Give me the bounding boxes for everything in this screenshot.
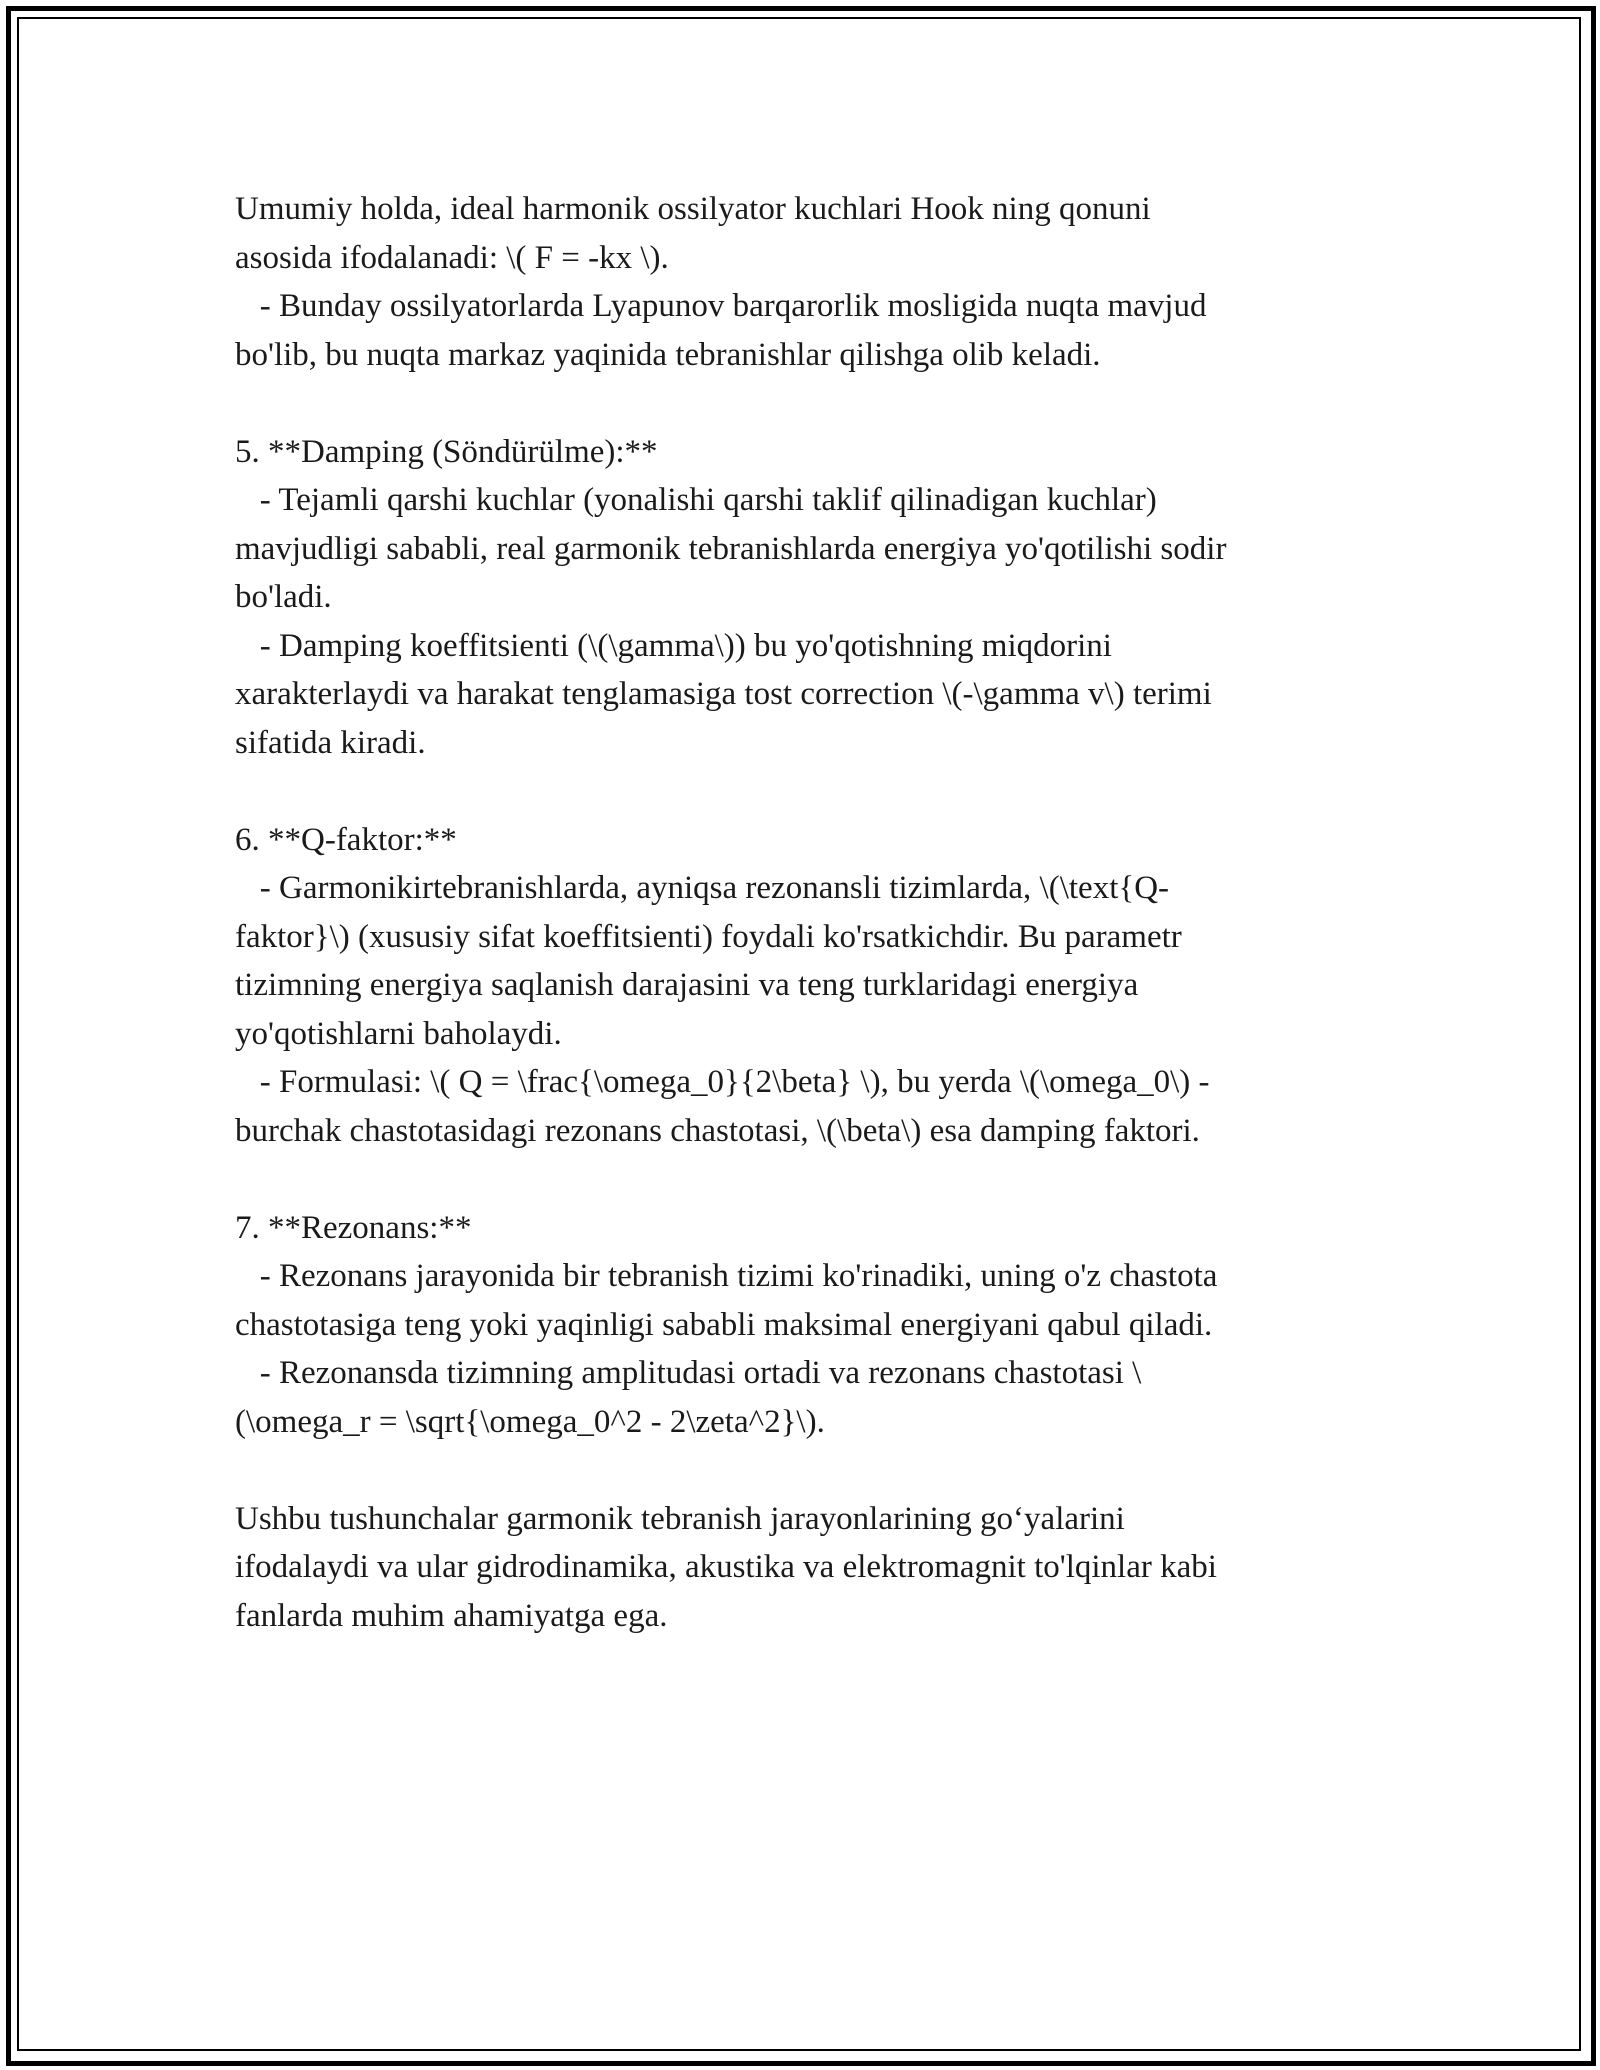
section-resonance — [235, 1204, 1365, 1447]
conclusion-paragraph — [235, 1495, 1365, 1641]
text-line: xarakterlaydi va harakat tenglamasiga tost correction \(-\gamma v\) terimi — [235, 676, 1212, 712]
text-line: burchak chastotasidagi rezonans chastotasi, \(\beta\) esa damping faktori. — [235, 1112, 1200, 1149]
text-line: mavjudligi sababli, real garmonik tebranishlarda energiya yo'qotilishi sodir — [235, 530, 1227, 567]
text-line: - Formulasi: \( Q = \frac{\omega_0}{2\beta} \), bu yerda \(\omega_0\) - — [235, 1064, 1210, 1100]
text-line: bo'lib, bu nuqta markaz yaqinida tebranishlar qilishga olib keladi. — [235, 336, 1101, 373]
text-line: - Tejamli qarshi kuchlar (yonalishi qarshi taklif qilinadigan kuchlar) — [235, 482, 1157, 518]
section-heading: 7. **Rezonans:** — [235, 1209, 472, 1246]
document-body — [235, 185, 1365, 1640]
text-line: asosida ifodalanadi: \( F = -kx \). — [235, 239, 669, 276]
paragraph-gap — [235, 1446, 1365, 1495]
text-line: - Rezonansda tizimning amplitudasi ortadi va rezonans chastotasi \ — [235, 1355, 1142, 1391]
text-line: - Damping koeffitsienti (\(\gamma\)) bu yo'qotishning miqdorini — [235, 627, 1112, 664]
text-line: yo'qotishlarni baholaydi. — [235, 1015, 562, 1052]
text-line: Ushbu tushunchalar garmonik tebranish jarayonlarining go‘yalarini — [235, 1500, 1125, 1537]
section-damping — [235, 428, 1365, 768]
text-line: sifatida kiradi. — [235, 724, 426, 761]
paragraph-gap — [235, 767, 1365, 816]
text-line: bo'ladi. — [235, 579, 332, 615]
section-heading: 5. **Damping (Söndürülme):** — [235, 433, 658, 470]
text-line: fanlarda muhim ahamiyatga ega. — [235, 1597, 668, 1634]
text-line: ifodalaydi va ular gidrodinamika, akustika va elektromagnit to'lqinlar kabi — [235, 1549, 1217, 1585]
text-line: - Bunday ossilyatorlarda Lyapunov barqarorlik mosligida nuqta mavjud — [235, 288, 1207, 324]
text-line: - Rezonans jarayonida bir tebranish tizimi ko'rinadiki, uning o'z chastota — [235, 1258, 1218, 1294]
intro-paragraph — [235, 185, 1365, 379]
text-line: tizimning energiya saqlanish darajasini va teng turklaridagi energiya — [235, 967, 1139, 1003]
text-line: faktor}\) (xususiy sifat koeffitsienti) foydali ko'rsatkichdir. Bu parametr — [235, 918, 1182, 955]
paragraph-gap — [235, 1155, 1365, 1204]
text-line: Umumiy holda, ideal harmonik ossilyator kuchlari Hook ning qonuni — [235, 191, 1151, 227]
text-line: - Garmonikirtebranishlarda, ayniqsa rezonansli tizimlarda, \(\text{Q- — [235, 870, 1170, 906]
paragraph-gap — [235, 379, 1365, 428]
text-line: chastotasiga teng yoki yaqinligi sababli maksimal energiyani qabul qiladi. — [235, 1306, 1213, 1343]
text-line: (\omega_r = \sqrt{\omega_0^2 - 2\zeta^2}\). — [235, 1403, 825, 1440]
section-heading: 6. **Q-faktor:** — [235, 821, 457, 858]
section-q-factor — [235, 816, 1365, 1156]
